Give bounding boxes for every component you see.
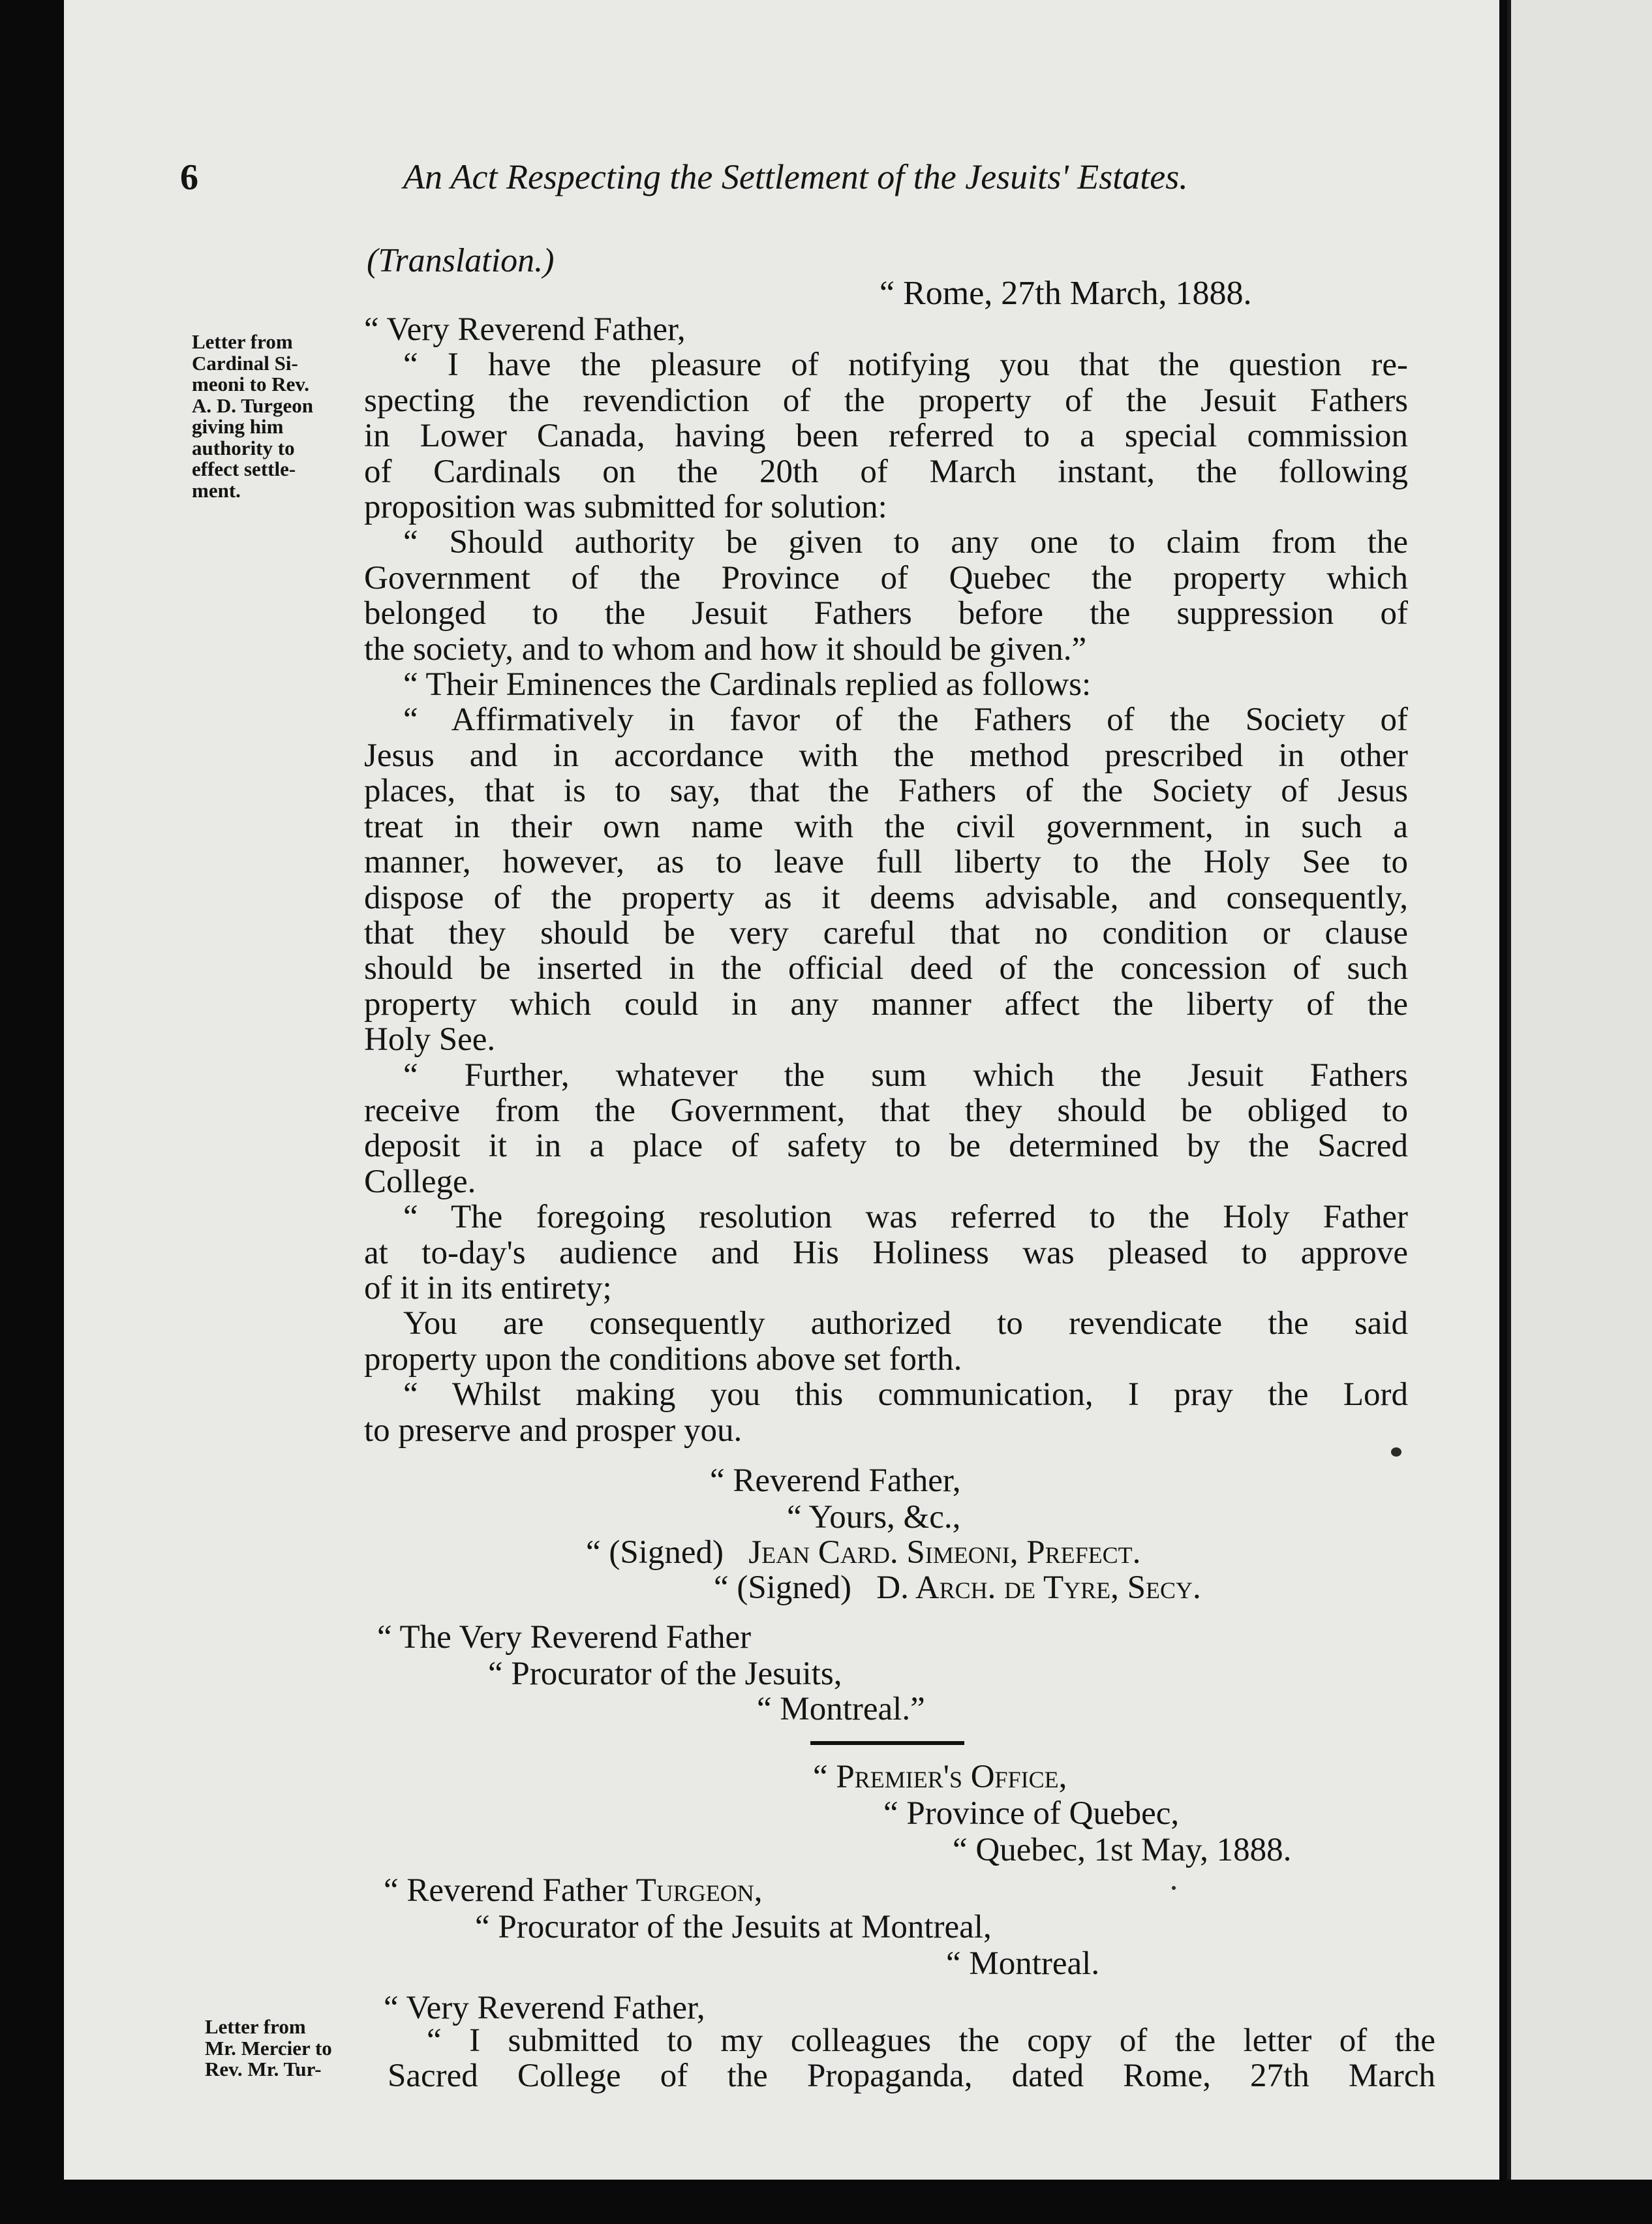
body-line: proposition was submitted for solution: bbox=[364, 489, 887, 526]
running-title: An Act Respecting the Settlement of the Jesuits' Estates. bbox=[403, 157, 1188, 196]
margin-note-mercier: Letter from Mr. Mercier to Rev. Mr. Tur- bbox=[205, 2015, 332, 2080]
letter2-recipient: “ Reverend Father Turgeon, bbox=[384, 1872, 763, 1909]
signature-de-tyre: “ (Signed) D. Arch. de Tyre, Secy. bbox=[714, 1569, 1201, 1606]
adjacent-page-edge bbox=[1507, 0, 1652, 2180]
translation-label: (Translation.) bbox=[367, 242, 555, 279]
address-line: “ The Very Reverend Father bbox=[377, 1619, 752, 1656]
body-line: specting the revendiction of the property of the Jesuit Fathers bbox=[364, 382, 1408, 419]
body-line: Holy See. bbox=[364, 1021, 496, 1058]
body-line: places, that is to say, that the Fathers of the Society of Jesus bbox=[364, 773, 1408, 810]
body-line: College. bbox=[364, 1163, 476, 1200]
page-number: 6 bbox=[180, 157, 198, 198]
body-line: that they should be very careful that no condition or clause bbox=[364, 914, 1408, 951]
body-line: should be inserted in the official deed of the concession of such bbox=[364, 950, 1408, 987]
closing-salutation: “ Reverend Father, bbox=[710, 1462, 961, 1499]
signature-simeoni: “ (Signed) Jean Card. Simeoni, Prefect. bbox=[586, 1534, 1141, 1571]
body-line: “ The foregoing resolution was referred to the Holy Father bbox=[403, 1199, 1408, 1236]
body-line: property upon the conditions above set forth. bbox=[364, 1340, 962, 1378]
body-line: the society, and to whom and how it should be given.” bbox=[364, 630, 1087, 668]
body-line: You are consequently authorized to revendicate the said bbox=[403, 1305, 1408, 1342]
body-line: “ Their Eminences the Cardinals replied as follows: bbox=[403, 666, 1092, 703]
body-line: receive from the Government, that they should be obliged to bbox=[364, 1092, 1408, 1129]
letter1-body bbox=[364, 312, 1408, 1448]
body-line: manner, however, as to leave full liberty to the Holy See to bbox=[364, 844, 1408, 881]
body-line: “ Should authority be given to any one to claim from the bbox=[403, 524, 1408, 561]
body-line: of it in its entirety; bbox=[364, 1269, 612, 1306]
body-line: dispose of the property as it deems advisable, and consequently, bbox=[364, 879, 1408, 916]
body-line: property which could in any manner affect the liberty of the bbox=[364, 985, 1408, 1023]
print-speck bbox=[1391, 1447, 1401, 1457]
body-line: Government of the Province of Quebec the property which bbox=[364, 559, 1408, 596]
section-divider bbox=[810, 1741, 964, 1745]
body-line: treat in their own name with the civil government, in such a bbox=[364, 808, 1408, 845]
body-line: “ Whilst making you this communication, I pray the Lord bbox=[403, 1376, 1408, 1413]
letter1-dateline: “ Rome, 27th March, 1888. bbox=[880, 275, 1252, 312]
letter2-salutation: “ Very Reverend Father, bbox=[384, 1990, 705, 2026]
letter2-heading-office: “ Premier's Office, bbox=[813, 1759, 1067, 1795]
body-line: at to-day's audience and His Holiness was pleased to approve bbox=[364, 1234, 1408, 1271]
body-line: of Cardinals on the 20th of March instant, the following bbox=[364, 453, 1408, 490]
document-page bbox=[64, 0, 1499, 2180]
address-line: “ Procurator of the Jesuits, bbox=[488, 1656, 842, 1692]
body-line: to preserve and prosper you. bbox=[364, 1412, 742, 1449]
letter2-dateline: “ Quebec, 1st May, 1888. bbox=[953, 1832, 1292, 1868]
margin-note-simeoni: Letter from Cardinal Si- meoni to Rev. A. D. Turgeon giving him authority to effect settle- ment. bbox=[192, 330, 314, 502]
body-line: belonged to the Jesuit Fathers before the suppression of bbox=[364, 595, 1408, 632]
body-line: Sacred College of the Propaganda, dated Rome, 27th March bbox=[388, 2058, 1435, 2095]
closing-yours: “ Yours, &c., bbox=[787, 1499, 961, 1536]
print-speck bbox=[1172, 1886, 1176, 1890]
letter2-recipient-line: “ Montreal. bbox=[946, 1945, 1100, 1982]
body-line: “ Further, whatever the sum which the Jesuit Fathers bbox=[403, 1057, 1408, 1094]
page-header bbox=[64, 157, 1499, 209]
letter2-body bbox=[388, 2023, 1435, 2094]
body-line: “ I have the pleasure of notifying you that the question re- bbox=[403, 347, 1408, 384]
body-line: in Lower Canada, having been referred to a special commission bbox=[364, 418, 1408, 455]
address-line: “ Montreal.” bbox=[757, 1691, 925, 1727]
body-line: “ I submitted to my colleagues the copy of the letter of the bbox=[427, 2022, 1435, 2059]
letter2-heading-province: “ Province of Quebec, bbox=[883, 1795, 1180, 1832]
letter2-recipient-line: “ Procurator of the Jesuits at Montreal, bbox=[475, 1909, 992, 1945]
body-line: “ Very Reverend Father, bbox=[364, 311, 686, 348]
body-line: “ Affirmatively in favor of the Fathers of the Society of bbox=[403, 702, 1408, 739]
body-line: deposit it in a place of safety to be determined by the Sacred bbox=[364, 1128, 1408, 1165]
body-line: Jesus and in accordance with the method prescribed in other bbox=[364, 737, 1408, 774]
